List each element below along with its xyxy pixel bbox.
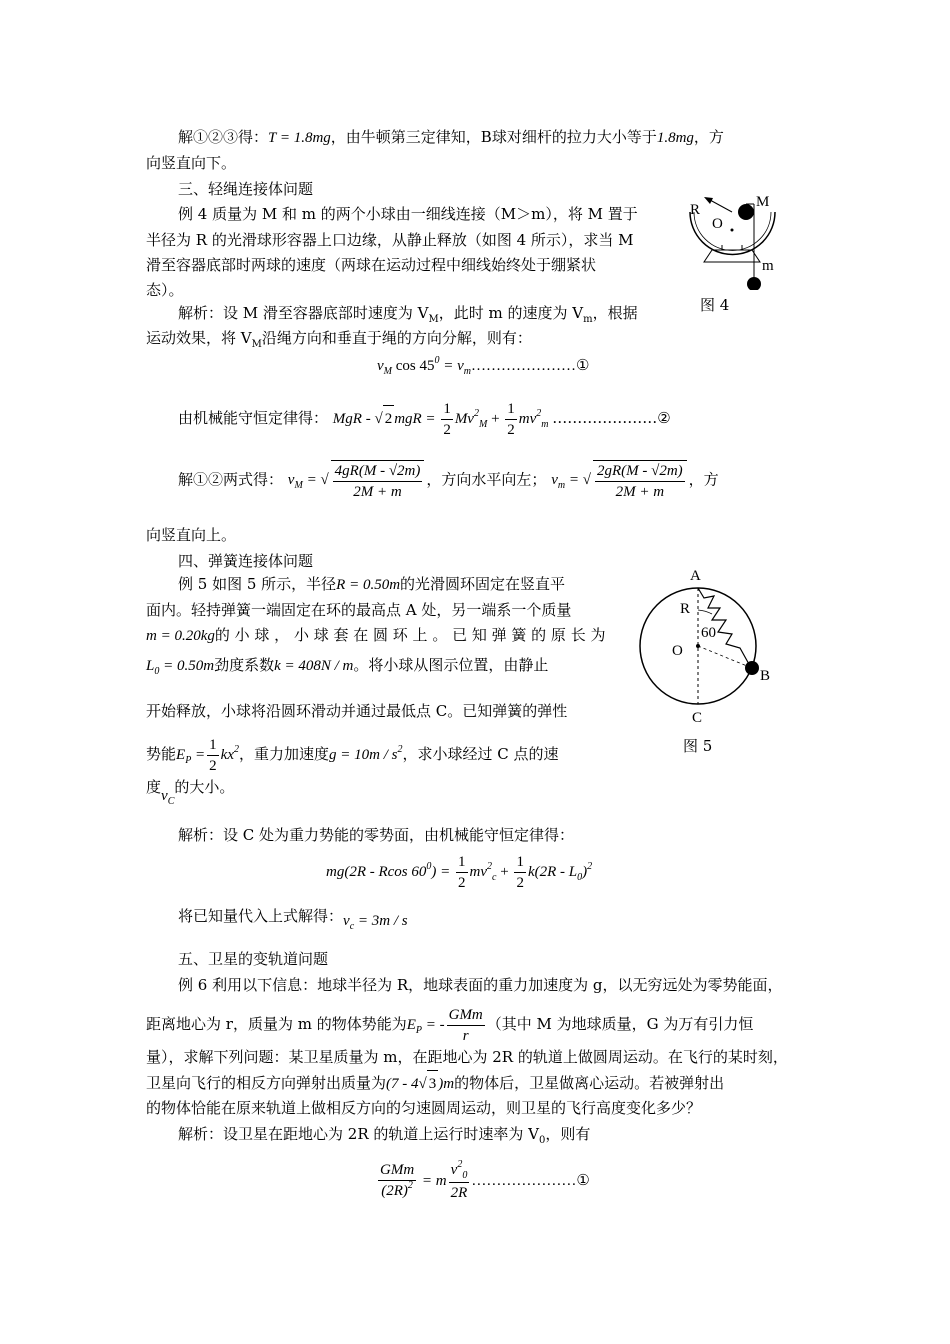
fig5-label-O: O [672,643,683,659]
example-5-line-7: 度$v_C$的大小。 [146,778,235,807]
fig5-label-R: R [680,601,691,617]
example-6-line-1: 例 6 利用以下信息：地球半径为 R，地球表面的重力加速度为 g，以无穷远处为零势能面， [178,976,783,994]
figure-5 [634,582,764,722]
equation: T = 1.8mg [268,130,331,146]
fig4-label-M: M [756,194,770,210]
equation-5: mg(2R - Rcos $60^0$) = $\frac{1}{2}$ $mv^2_c$ + $\frac{1}{2}$ $k(2R - L_0)^2$ [326,854,593,891]
example-4-line-2: 半径为 R 的光滑球形容器上口边缘，从静止释放（如图 4 所示），求当 M [146,231,634,249]
equation-1: $v_M$ $\cos 45^0$ = $v_m\dots\dots\dots\dots\dots\dots\dots ①$ [377,355,590,377]
fig4-caption: 图 4 [700,296,730,314]
example-5-line-2: 面内。轻持弹簧一端固定在环的最高点 A 处，另一端系一个质量 [146,601,572,619]
example-6-line-4: 卫星向飞行的相反方向弹射出质量为(7 - 4√ 3 )m的物体后，卫星做离心运动。若被弹射出 [146,1070,724,1097]
section-title-3: 三、轻绳连接体问题 [178,180,314,198]
example-5-line-5: 开始释放，小球将沿圆环滑动并通过最低点 C。已知弹簧的弹性 [146,702,568,720]
solution-4-line-2: 运动效果，将 $V_M$沿绳方向和垂直于绳的方向分解，则有： [146,329,532,350]
fig5-label-B: B [760,668,771,684]
example-5-line-1: 例 5 如图 5 所示，半径R = 0.50m的光滑圆环固定在竖直平 [178,575,566,593]
example-6-line-2: 距离地心为 r，质量为 m 的物体势能为$E_P$ = - $\frac{\text{GMm}}{r}$ （其中 M 为地球质量，G 为万有引力恒 [146,1007,754,1044]
example-6-line-5: 的物体恰能在原来轨道上做相反方向的匀速圆周运动，则卫星的飞行高度变化多少？ [146,1099,702,1117]
solution-5: 解析：设 C 处为重力势能的零势面，由机械能守恒定律得： [178,826,575,844]
result-line-2: 向竖直向上。 [146,526,237,544]
example-5-line-6: 势能$E_P$ = $\frac{1}{2}$ $kx^2$，重力加速度$g = 10m / s^2$，求小球经过 C 点的速 [146,737,559,774]
example-4-line-4: 态）。 [146,281,184,299]
fig5-label-C: C [692,710,703,726]
example-4-line-3: 滑至容器底部时两球的速度（两球在运动过程中细线始终处于绷紧状 [146,256,597,274]
section-title-4: 四、弹簧连接体问题 [178,552,314,570]
substitution: 将已知量代入上式解得：$v_c = 3m / s$ [178,907,408,932]
result-equation: 解①②两式得： $v_M$ = √ $\frac{4gR(M - √2m)}{2M + m}$ ，方向水平向左； $v_m$ = √ $\frac{2gR(M - √2m)}{2M + m}$ ，方 [178,460,818,502]
energy-equation: 由机械能守恒定律得： MgR - √ 2 mgR = $\frac{1}{2}$ $Mv^2_M$ + $\frac{1}{2}$ $mv^2_m$ …………………② [178,401,671,438]
para-result-1: 解①②③得：T = 1.8mg，由牛顿第三定律知，B球对细杆的拉力大小等于1.8mg，方 [178,128,724,146]
solution-4-line-1: 解析：设 M 滑至容器底部时速度为 $V_M$，此时 m 的速度为 $V_m$，根据 [178,304,638,325]
fig4-label-R: R [690,202,701,218]
fig4-label-m: m [762,258,774,274]
fig4-label-O: O [712,216,723,232]
fig5-label-60: 60 [701,625,716,641]
fig5-caption: 图 5 [683,737,713,755]
example-6-line-3: 量），求解下列问题：某卫星质量为 m，在距地心为 2R 的轨道上做圆周运动。在飞行的某时刻， [146,1048,788,1066]
example-5-line-3: m = 0.20kg的 小 球 ， 小 球 套 在 圆 环 上 。 已 知 弹 簧 的 原 长 为 [146,626,606,644]
example-4-line-1: 例 4 质量为 M 和 m 的两个小球由一细线连接（M＞m），将 M 置于 [178,205,638,223]
section-title-5: 五、卫星的变轨道问题 [178,950,329,968]
solution-6: 解析：设卫星在距地心为 2R 的轨道上运行时速率为 $V_0$，则有 [178,1125,591,1146]
example-5-line-4: $L_0 = 0.50m$劲度系数k = 408N / m。将小球从图示位置，由静止 [146,656,549,677]
fig5-label-A: A [690,568,701,584]
equation: 1.8mg [656,130,694,146]
para-result-1-cont: 向竖直向下。 [146,154,237,172]
equation-6: $\frac{\text{GMm}}{(2R)^2}$ = m $\frac{v^2_0}{2R}$ …………………① [380,1159,590,1201]
